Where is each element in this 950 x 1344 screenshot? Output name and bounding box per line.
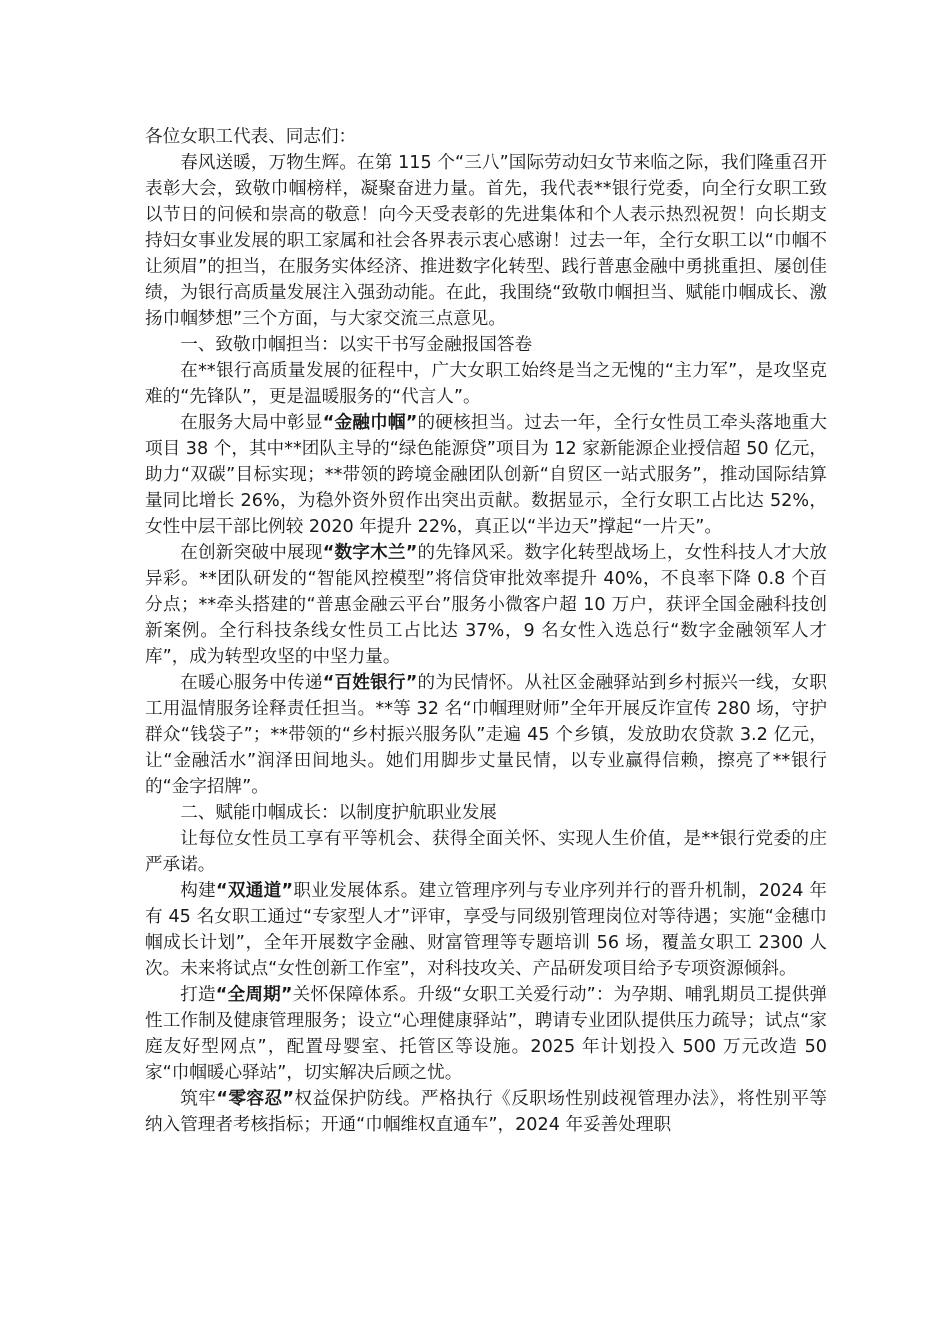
point-5-prefix: 打造 [180,985,216,1005]
section-2-point-3 [145,1086,827,1138]
section-2-point-2 [145,982,827,1086]
salutation: 各位女职工代表、同志们： [145,127,357,147]
point-2-body: 的先锋风采。数字化转型战场上，女性科技人才大放异彩。**团队研发的“智能风控模型”将信贷审批效率提升 40%，不良率下降 0.8 个百分点；**牵头搭建的“普惠金融云平台”服务小微客户超 10 万户，获评全国金融科技创新案例。全行科技条线女性员工占比达 37%，9 名女性入选总行“数字金融领军人才库”，成为转型攻坚的中坚力量。 [145,543,827,667]
section-1-point-2 [145,540,827,670]
section-1-point-1 [145,410,827,540]
point-4-prefix: 构建 [180,881,216,901]
point-2-keyword: “数字木兰” [322,543,418,563]
point-4-body: 职业发展体系。建立管理序列与专业序列并行的晋升机制，2024 年有 45 名女职工通过“专家型人才”评审，享受与同级别管理岗位对等待遇；实施“金穗巾帼成长计划”，全年开展数字金融、财富管理等专题培训 56 场，覆盖女职工 2300 人次。未来将试点“女性创新工作室”，对科技攻关、产品研发项目给予专项资源倾斜。 [145,881,827,979]
point-5-keyword: “全周期” [215,985,293,1005]
point-4-keyword: “双通道” [215,881,294,901]
point-1-prefix: 在服务大局中彰显 [180,413,323,433]
section-heading-1: 一、致敬巾帼担当：以实干书写金融报国答卷 [180,335,533,355]
section-2-intro: 让每位女性员工享有平等机会、获得全面关怀、实现人生价值，是**银行党委的庄严承诺。 [145,829,827,875]
document-page [145,124,827,1138]
point-3-body: 的为民情怀。从社区金融驿站到乡村振兴一线，女职工用温情服务诠释责任担当。**等 32 名“巾帼理财师”全年开展反诈宣传 280 场，守护群众“钱袋子”；**带领的“乡村振兴服务队”走遍 45 个乡镇，发放助农贷款 3.2 亿元，让“金融活水”润泽田间地头。她们用脚步丈量民情，以专业赢得信赖，擦亮了**银行的“金字招牌”。 [145,673,827,797]
intro-paragraph: 春风送暖，万物生辉。在第 115 个“三八”国际劳动妇女节来临之际，我们隆重召开表彰大会，致敬巾帼榜样，凝聚奋进力量。首先，我代表**银行党委，向全行女职工致以节日的问候和崇高的敬意！向今天受表彰的先进集体和个人表示热烈祝贺！向长期支持妇女事业发展的职工家属和社会各界表示衷心感谢！过去一年，全行女职工以“巾帼不让须眉”的担当，在服务实体经济、推进数字化转型、践行普惠金融中勇挑重担、屡创佳绩，为银行高质量发展注入强劲动能。在此，我围绕“致敬巾帼担当、赋能巾帼成长、激扬巾帼梦想”三个方面，与大家交流三点意见。 [145,153,827,329]
section-heading-2: 二、赋能巾帼成长：以制度护航职业发展 [180,803,497,823]
section-1-point-3 [145,670,827,800]
section-2-point-1 [145,878,827,982]
point-5-body: 关怀保障体系。升级“女职工关爱行动”：为孕期、哺乳期员工提供弹性工作制及健康管理服务；设立“心理健康驿站”，聘请专业团队提供压力疏导；试点“家庭友好型网点”，配置母婴室、托管区等设施。2025 年计划投入 500 万元改造 50 家“巾帼暖心驿站”，切实解决后顾之忧。 [145,985,827,1083]
point-1-keyword: “金融巾帼” [322,413,418,433]
point-6-keyword: “零容忍” [216,1089,295,1109]
point-6-prefix: 筑牢 [180,1089,217,1109]
point-2-prefix: 在创新突破中展现 [180,543,323,563]
section-1-intro: 在**银行高质量发展的征程中，广大女职工始终是当之无愧的“主力军”，是攻坚克难的“先锋队”，更是温暖服务的“代言人”。 [145,361,827,407]
point-1-body: 的硬核担当。过去一年，全行女性员工牵头落地重大项目 38 个，其中**团队主导的“绿色能源贷”项目为 12 家新能源企业授信超 50 亿元，助力“双碳”目标实现；**带领的跨境金融团队创新“自贸区一站式服务”，推动国际结算量同比增长 26%，为稳外资外贸作出突出贡献。数据显示，全行女职工占比达 52%，女性中层干部比例较 2020 年提升 22%，真正以“半边天”撑起“一片天”。 [145,413,827,537]
point-6-body: 权益保护防线。严格执行《反职场性别歧视管理办法》，将性别平等纳入管理者考核指标；开通“巾帼维权直通车”，2024 年妥善处理职 [145,1089,827,1135]
point-3-prefix: 在暖心服务中传递 [180,673,323,693]
point-3-keyword: “百姓银行” [322,673,418,693]
